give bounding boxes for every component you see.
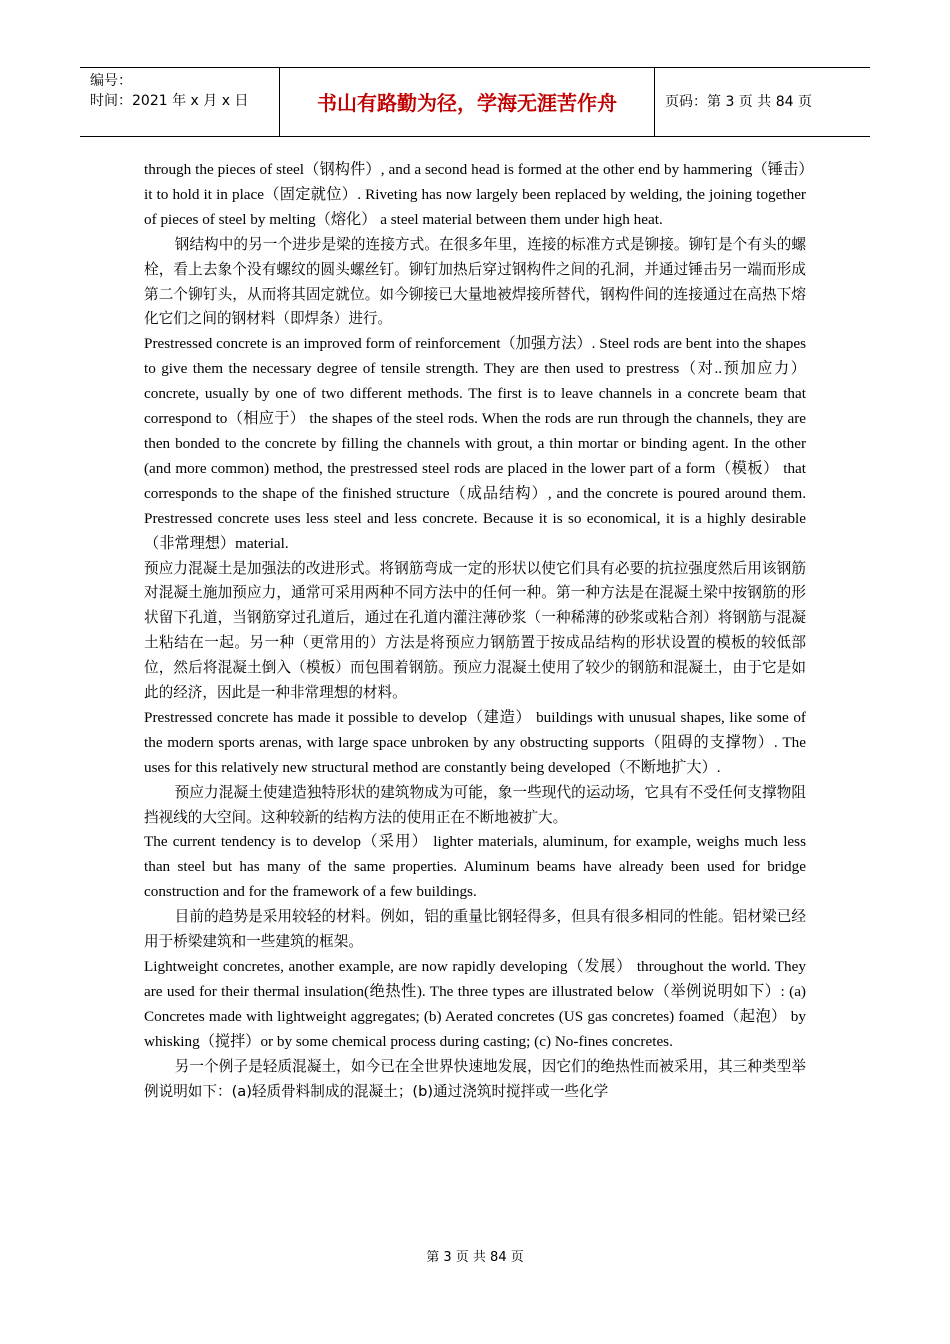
page-header	[80, 67, 870, 137]
header-page-info: 页码：第 3 页 共 84 页	[665, 94, 812, 110]
paragraph-aluminum-zh: 目前的趋势是采用较轻的材料。例如，铝的重量比钢轻得多，但具有很多相同的性能。铝材梁已经用于桥梁建筑和一些建筑的框架。	[144, 908, 806, 951]
document-body	[144, 158, 806, 1104]
paragraph-shapes-en: Prestressed concrete has made it possible to develop（建造） buildings with unusual shapes, like some of the modern sports arenas, with large space unbroken by any obstructing supports（阻碍的支撑物）. The uses for this relatively new structural method are constantly being developed（不断地扩大）.	[144, 708, 806, 776]
page-footer: 第 3 页 共 84 页	[426, 1250, 524, 1265]
paragraph-riveting-en: through the pieces of steel（钢构件）, and a second head is formed at the other end by hammering（锤击）it to hold it in place（固定就位）. Riveting has now largely been replaced by welding, the joining together of pieces of steel by melting（熔化） a steel material between them under high heat.	[144, 161, 806, 228]
paragraph-prestressed-zh: 预应力混凝土是加强法的改进形式。将钢筋弯成一定的形状以使它们具有必要的抗拉强度然后用该钢筋对混凝土施加预应力，通常可采用两种不同方法中的任何一种。第一种方法是在混凝土梁中按钢筋的形状留下孔道，当钢筋穿过孔道后，通过在孔道内灌注薄砂浆（一种稀薄的砂浆或粘合剂）将钢筋与混凝土粘结在一起。另一种（更常用的）方法是将预应力钢筋置于按成品结构的形状设置的模板的较低部位，然后将混凝土倒入（模板）而包围着钢筋。预应力混凝土使用了较少的钢筋和混凝土，由于它是如此的经济，因此是一种非常理想的材料。	[144, 559, 806, 702]
paragraph-lightweight-zh: 另一个例子是轻质混凝土，如今已在全世界快速地发展，因它们的绝热性而被采用，其三种类型举例说明如下：(a)轻质骨料制成的混凝土；(b)通过浇筑时搅拌或一些化学	[144, 1057, 806, 1100]
paragraph-aluminum-en: The current tendency is to develop（采用） lighter materials, aluminum, for example, weighs much less than steel but has many of the same properties. Aluminum beams have already been used for bridge construction and for the framework of a few buildings.	[144, 833, 806, 901]
document-number-label: 编号：	[90, 73, 132, 89]
header-meta	[80, 68, 280, 136]
document-time-label: 时间：2021 年 x 月 x 日	[90, 93, 249, 109]
paragraph-prestressed-en: Prestressed concrete is an improved form of reinforcement（加强方法）. Steel rods are bent into the shapes to give them the necessary degree of tensile strength. They are then used to prestress（对..预加应力）concrete, usually by one of two different methods. The first is to leave channels in a concrete beam that correspond to（相应于） the shapes of the steel rods. When the rods are run through the channels, they are then bonded to the concrete by filling the channels with grout, a thin mortar or binding agent. In the other (and more common) method, the prestressed steel rods are placed in the lower part of a form（模板） that corresponds to the shape of the finished structure（成品结构）, and the concrete is poured around them. Prestressed concrete uses less steel and less concrete. Because it is so economical, it is a highly desirable（非常理想）material.	[144, 335, 806, 552]
paragraph-shapes-zh: 预应力混凝土使建造独特形状的建筑物成为可能，象一些现代的运动场，它具有不受任何支撑物阻挡视线的大空间。这种较新的结构方法的使用正在不断地被扩大。	[144, 783, 806, 826]
paragraph-riveting-zh: 钢结构中的另一个进步是梁的连接方式。在很多年里，连接的标准方式是铆接。铆钉是个有头的螺栓，看上去象个没有螺纹的圆头螺丝钉。铆钉加热后穿过钢构件之间的孔洞，并通过锤击另一端而形成第二个铆钉头，从而将其固定就位。如今铆接已大量地被焊接所替代，钢构件间的连接通过在高热下熔化它们之间的钢材料（即焊条）进行。	[144, 235, 806, 328]
header-motto: 书山有路勤为径，学海无涯苦作舟	[317, 91, 617, 115]
paragraph-lightweight-en: Lightweight concretes, another example, are now rapidly developing（发展） throughout the world. They are used for their thermal insulation(绝热性). The three types are illustrated below（举例说明如下）: (a) Concretes made with lightweight aggregates; (b) Aerated concretes (US gas concretes) foamed（起泡） by whisking（搅拌）or by some chemical process during casting; (c) No-fines concretes.	[144, 958, 806, 1050]
header-motto-cell	[280, 68, 655, 136]
